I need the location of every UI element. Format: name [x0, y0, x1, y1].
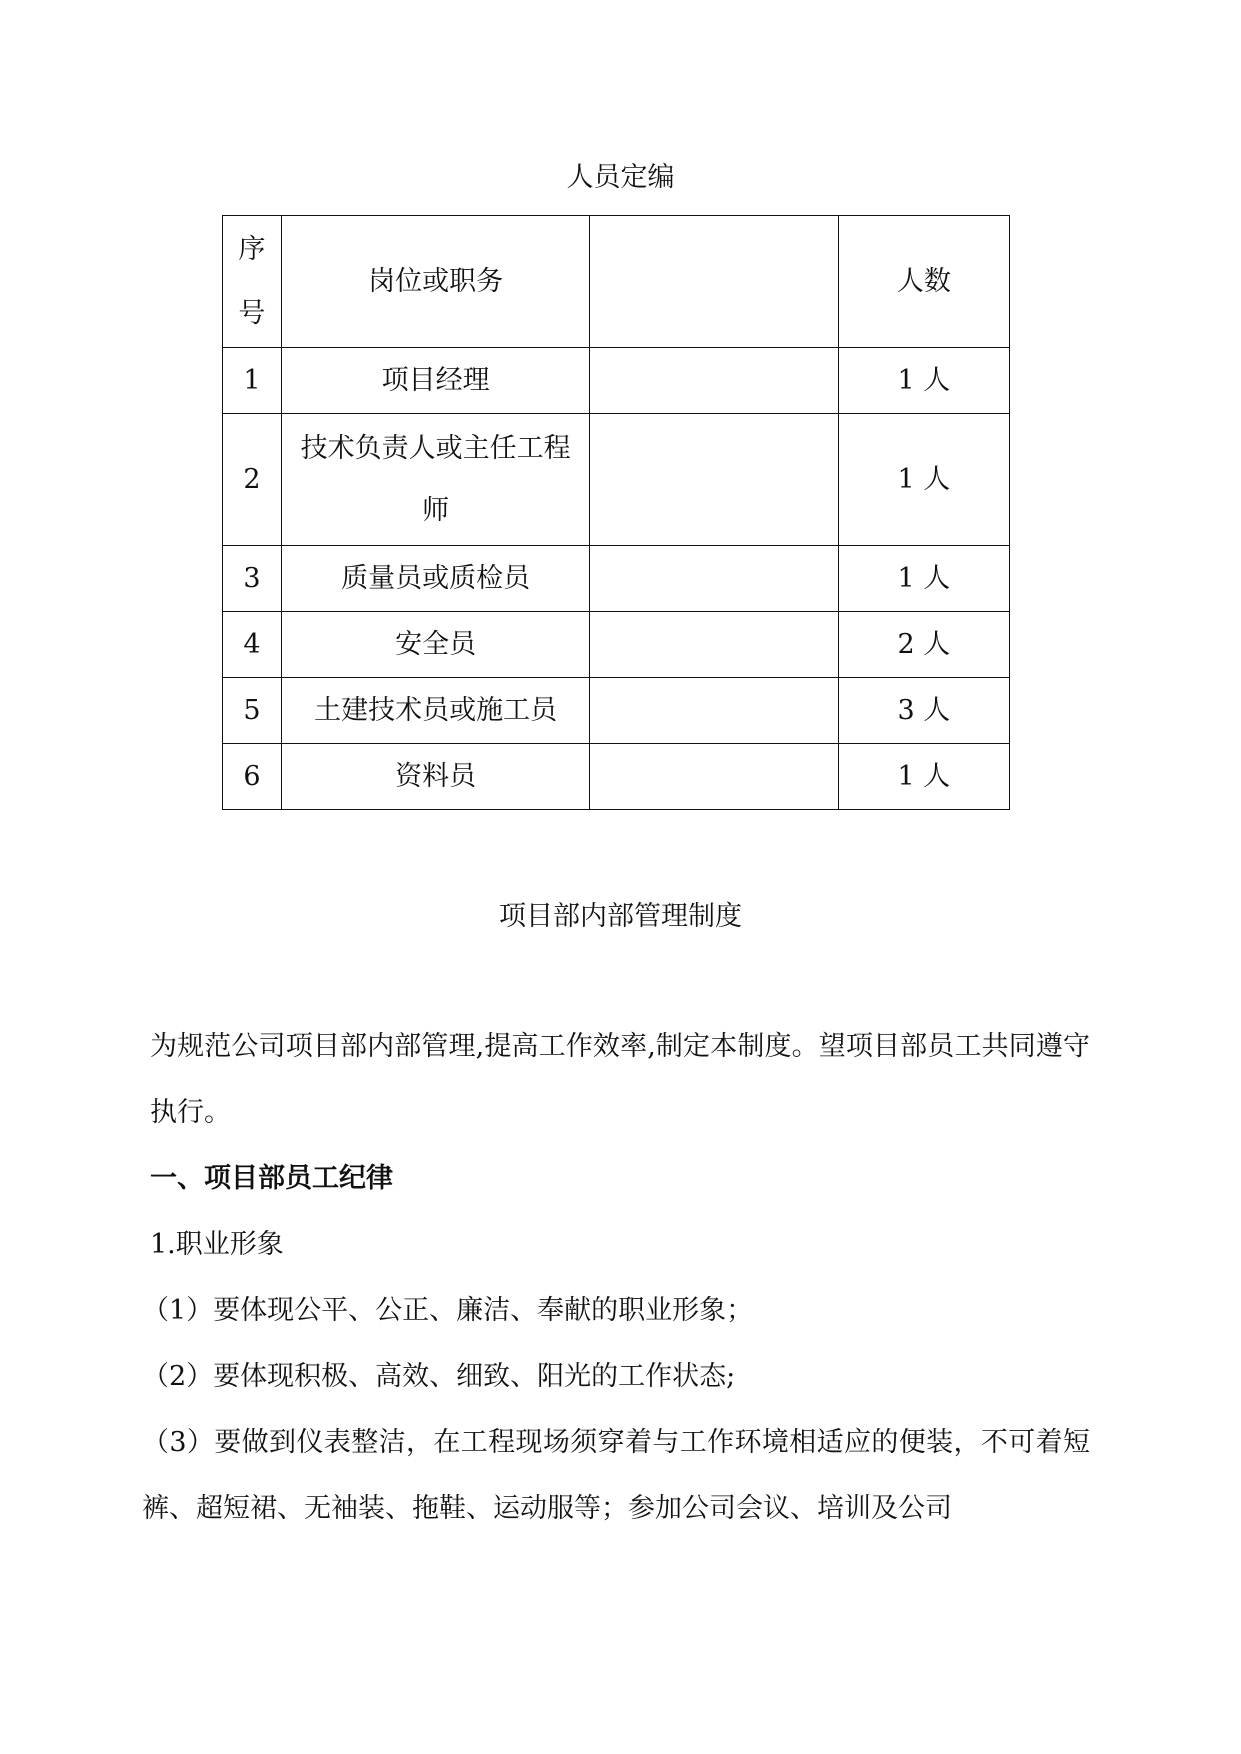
cell-blank — [590, 612, 839, 678]
cell-position: 资料员 — [281, 744, 589, 810]
cell-no: 3 — [223, 546, 282, 612]
table-header-row — [223, 216, 1010, 348]
section-heading: 一、项目部员工纪律 — [150, 1163, 393, 1194]
cell-no: 6 — [223, 744, 282, 810]
cell-no: 5 — [223, 678, 282, 744]
body-text — [142, 1014, 1090, 1542]
subheading: 1.职业形象 — [150, 1229, 284, 1260]
table-row — [223, 546, 1010, 612]
cell-blank — [590, 744, 839, 810]
header-no-label: 序号 — [238, 233, 266, 329]
cell-position: 质量员或质检员 — [281, 546, 589, 612]
table-row — [223, 744, 1010, 810]
cell-no: 1 — [223, 348, 282, 414]
cell-blank — [590, 348, 839, 414]
cell-position: 技术负责人或主任工程师 — [281, 414, 589, 546]
header-cell-count: 人数 — [838, 216, 1009, 348]
section-title: 项目部内部管理制度 — [499, 901, 742, 932]
staffing-table — [222, 215, 1010, 810]
header-cell-no — [223, 216, 282, 348]
list-item: （3）要做到仪表整洁，在工程现场须穿着与工作环境相适应的便装，不可着短裤、超短裙、无袖装、拖鞋、运动服等；参加公司会议、培训及公司 — [142, 1427, 1090, 1524]
cell-count: 3 人 — [838, 678, 1009, 744]
cell-position: 土建技术员或施工员 — [281, 678, 589, 744]
cell-count: 1 人 — [838, 744, 1009, 810]
table-row — [223, 612, 1010, 678]
header-cell-position: 岗位或职务 — [281, 216, 589, 348]
cell-blank — [590, 678, 839, 744]
table-row — [223, 348, 1010, 414]
cell-count: 1 人 — [838, 348, 1009, 414]
table-title: 人员定编 — [566, 162, 675, 193]
table-row — [223, 414, 1010, 546]
cell-blank — [590, 546, 839, 612]
intro-paragraph: 为规范公司项目部内部管理,提高工作效率,制定本制度。望项目部员工共同遵守执行。 — [150, 1031, 1090, 1128]
cell-no: 2 — [223, 414, 282, 546]
table-row — [223, 678, 1010, 744]
cell-count: 1 人 — [838, 414, 1009, 546]
cell-count: 2 人 — [838, 612, 1009, 678]
cell-blank — [590, 414, 839, 546]
cell-position: 安全员 — [281, 612, 589, 678]
cell-no: 4 — [223, 612, 282, 678]
cell-position: 项目经理 — [281, 348, 589, 414]
list-item: （2）要体现积极、高效、细致、阳光的工作状态; — [142, 1361, 736, 1392]
cell-count: 1 人 — [838, 546, 1009, 612]
list-item: （1）要体现公平、公正、廉洁、奉献的职业形象； — [142, 1295, 754, 1326]
header-cell-blank — [590, 216, 839, 348]
